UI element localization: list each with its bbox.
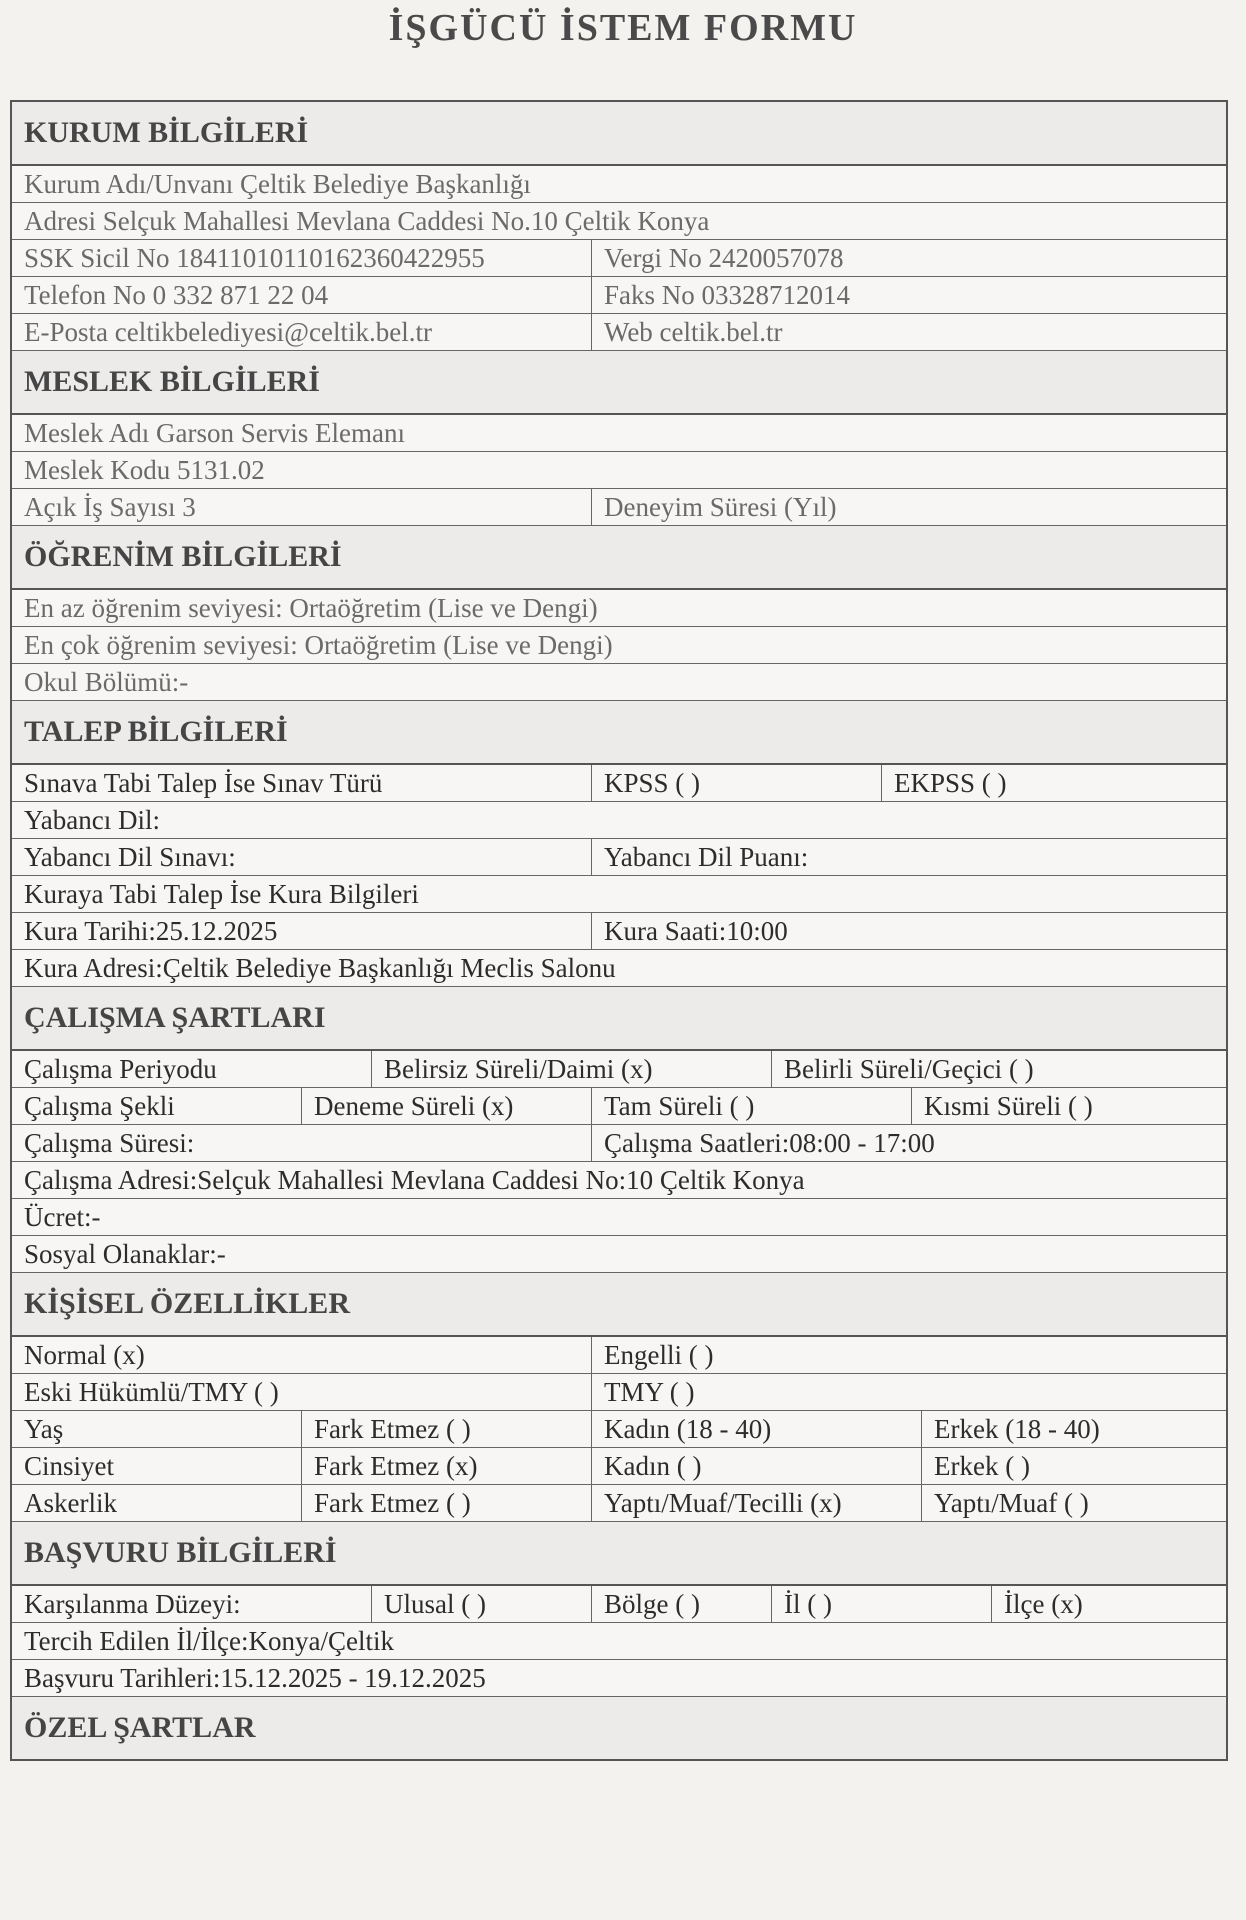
calisma-sosyal: Sosyal Olanaklar:- xyxy=(24,1239,226,1269)
calisma-belirli: Belirli Süreli/Geçici ( ) xyxy=(784,1054,1034,1084)
kurum-faks: Faks No 03328712014 xyxy=(604,280,851,310)
talep-dil-puani: Yabancı Dil Puanı: xyxy=(604,842,809,872)
row-kurum-ssk xyxy=(12,240,1226,277)
kisisel-yas: Yaş xyxy=(12,1411,302,1447)
calisma-tam: Tam Süreli ( ) xyxy=(592,1088,912,1124)
kurum-eposta: E-Posta celtikbelediyesi@celtik.bel.tr xyxy=(12,314,592,350)
row-basvuru-duzey xyxy=(12,1586,1226,1623)
row-meslek-acik-is xyxy=(12,489,1226,526)
row-ogrenim-en-cok xyxy=(12,627,1226,664)
talep-kura-adresi: Kura Adresi:Çeltik Belediye Başkanlığı Meclis Salonu xyxy=(24,953,616,983)
talep-kura-bilgi: Kuraya Tabi Talep İse Kura Bilgileri xyxy=(24,879,419,909)
kurum-adres: Adresi Selçuk Mahallesi Mevlana Caddesi No.10 Çeltik Konya xyxy=(24,206,710,236)
talep-kpss: KPSS ( ) xyxy=(592,765,882,801)
calisma-kismi: Kısmi Süreli ( ) xyxy=(924,1091,1093,1121)
kurum-telefon: Telefon No 0 332 871 22 04 xyxy=(12,277,592,313)
kurum-adi: Kurum Adı/Unvanı Çeltik Belediye Başkanlığı xyxy=(24,169,531,199)
section-talep-heading: TALEP BİLGİLERİ xyxy=(12,701,1226,765)
kurum-vergi: Vergi No 2420057078 xyxy=(604,243,844,273)
basvuru-ulusal: Ulusal ( ) xyxy=(372,1586,592,1622)
kisisel-eski: Eski Hükümlü/TMY ( ) xyxy=(12,1374,592,1410)
talep-kura-tarihi: Kura Tarihi:25.12.2025 xyxy=(12,913,592,949)
kisisel-yas-fark: Fark Etmez ( ) xyxy=(302,1411,592,1447)
row-kurum-adi xyxy=(12,166,1226,203)
row-kisisel-yas xyxy=(12,1411,1226,1448)
calisma-adres: Çalışma Adresi:Selçuk Mahallesi Mevlana Caddesi No:10 Çeltik Konya xyxy=(24,1165,805,1195)
basvuru-duzey: Karşılanma Düzeyi: xyxy=(12,1586,372,1622)
kisisel-ask-yapti2: Yaptı/Muaf ( ) xyxy=(934,1488,1089,1518)
talep-kura-saati: Kura Saati:10:00 xyxy=(604,916,788,946)
kisisel-askerlik: Askerlik xyxy=(12,1485,302,1521)
talep-dil-sinavi: Yabancı Dil Sınavı: xyxy=(12,839,592,875)
row-basvuru-tarihler xyxy=(12,1660,1226,1697)
kisisel-cins-erkek: Erkek ( ) xyxy=(934,1451,1030,1481)
calisma-periyot: Çalışma Periyodu xyxy=(12,1051,372,1087)
talep-sinav-turu: Sınava Tabi Talep İse Sınav Türü xyxy=(12,765,592,801)
row-kurum-adres xyxy=(12,203,1226,240)
kisisel-ask-fark: Fark Etmez ( ) xyxy=(302,1485,592,1521)
basvuru-tercih: Tercih Edilen İl/İlçe:Konya/Çeltik xyxy=(24,1626,394,1656)
calisma-suresi: Çalışma Süresi: xyxy=(12,1125,592,1161)
row-ogrenim-bolum xyxy=(12,664,1226,701)
meslek-acik-is: Açık İş Sayısı 3 xyxy=(12,489,592,525)
kisisel-cins-fark: Fark Etmez (x) xyxy=(302,1448,592,1484)
talep-yabanci-dil: Yabancı Dil: xyxy=(24,805,161,835)
basvuru-ilce: İlçe (x) xyxy=(1004,1589,1083,1619)
kisisel-yas-erkek: Erkek (18 - 40) xyxy=(934,1414,1100,1444)
calisma-sekli: Çalışma Şekli xyxy=(12,1088,302,1124)
row-calisma-suresi xyxy=(12,1125,1226,1162)
ogrenim-en-cok: En çok öğrenim seviyesi: Ortaöğretim (Lise ve Dengi) xyxy=(24,630,613,660)
row-meslek-adi xyxy=(12,415,1226,452)
row-kisisel-askerlik xyxy=(12,1485,1226,1522)
form-table xyxy=(10,100,1228,1761)
row-talep-kura-adresi xyxy=(12,950,1226,987)
section-calisma-heading: ÇALIŞMA ŞARTLARI xyxy=(12,987,1226,1051)
row-basvuru-tercih xyxy=(12,1623,1226,1660)
row-ogrenim-en-az xyxy=(12,590,1226,627)
kisisel-normal: Normal (x) xyxy=(12,1337,592,1373)
row-kisisel-cinsiyet xyxy=(12,1448,1226,1485)
kisisel-yas-kadin: Kadın (18 - 40) xyxy=(592,1411,922,1447)
ogrenim-bolum: Okul Bölümü:- xyxy=(24,667,189,697)
kisisel-cins-kadin: Kadın ( ) xyxy=(592,1448,922,1484)
basvuru-tarihler: Başvuru Tarihleri:15.12.2025 - 19.12.2025 xyxy=(24,1663,486,1693)
calisma-belirsiz: Belirsiz Süreli/Daimi (x) xyxy=(372,1051,772,1087)
meslek-deneyim: Deneyim Süresi (Yıl) xyxy=(604,492,837,522)
kisisel-tmy: TMY ( ) xyxy=(604,1377,695,1407)
calisma-ucret: Ücret:- xyxy=(24,1202,101,1232)
row-meslek-kodu xyxy=(12,452,1226,489)
kisisel-ask-yapti: Yaptı/Muaf/Tecilli (x) xyxy=(592,1485,922,1521)
row-calisma-adres xyxy=(12,1162,1226,1199)
basvuru-il: İl ( ) xyxy=(772,1586,992,1622)
section-basvuru-heading: BAŞVURU BİLGİLERİ xyxy=(12,1522,1226,1586)
basvuru-bolge: Bölge ( ) xyxy=(592,1586,772,1622)
meslek-kodu: Meslek Kodu 5131.02 xyxy=(24,455,265,485)
row-talep-kura-tarihi xyxy=(12,913,1226,950)
row-calisma-periyot xyxy=(12,1051,1226,1088)
row-talep-dil-sinavi xyxy=(12,839,1226,876)
kurum-ssk: SSK Sicil No 18411010110162360422955 xyxy=(12,240,592,276)
talep-ekpss: EKPSS ( ) xyxy=(894,768,1007,798)
section-kurum-heading: KURUM BİLGİLERİ xyxy=(12,102,1226,166)
row-talep-kura-bilgi xyxy=(12,876,1226,913)
form-title: İŞGÜCÜ İSTEM FORMU xyxy=(388,7,858,49)
calisma-deneme: Deneme Süreli (x) xyxy=(302,1088,592,1124)
row-kisisel-eski xyxy=(12,1374,1226,1411)
row-kisisel-normal xyxy=(12,1337,1226,1374)
row-talep-sinav xyxy=(12,765,1226,802)
kurum-web: Web celtik.bel.tr xyxy=(604,317,783,347)
row-talep-yabanci-dil xyxy=(12,802,1226,839)
ogrenim-en-az: En az öğrenim seviyesi: Ortaöğretim (Lise ve Dengi) xyxy=(24,593,598,623)
section-meslek-heading: MESLEK BİLGİLERİ xyxy=(12,351,1226,415)
row-calisma-ucret xyxy=(12,1199,1226,1236)
calisma-saatler: Çalışma Saatleri:08:00 - 17:00 xyxy=(604,1128,935,1158)
row-calisma-sekli xyxy=(12,1088,1226,1125)
section-ogrenim-heading: ÖĞRENİM BİLGİLERİ xyxy=(12,526,1226,590)
row-calisma-sosyal xyxy=(12,1236,1226,1273)
kisisel-cinsiyet: Cinsiyet xyxy=(12,1448,302,1484)
row-kurum-eposta xyxy=(12,314,1226,351)
section-ozel-heading: ÖZEL ŞARTLAR xyxy=(12,1697,1226,1759)
row-kurum-telefon xyxy=(12,277,1226,314)
section-kisisel-heading: KİŞİSEL ÖZELLİKLER xyxy=(12,1273,1226,1337)
meslek-adi: Meslek Adı Garson Servis Elemanı xyxy=(24,418,405,448)
kisisel-engelli: Engelli ( ) xyxy=(604,1340,714,1370)
